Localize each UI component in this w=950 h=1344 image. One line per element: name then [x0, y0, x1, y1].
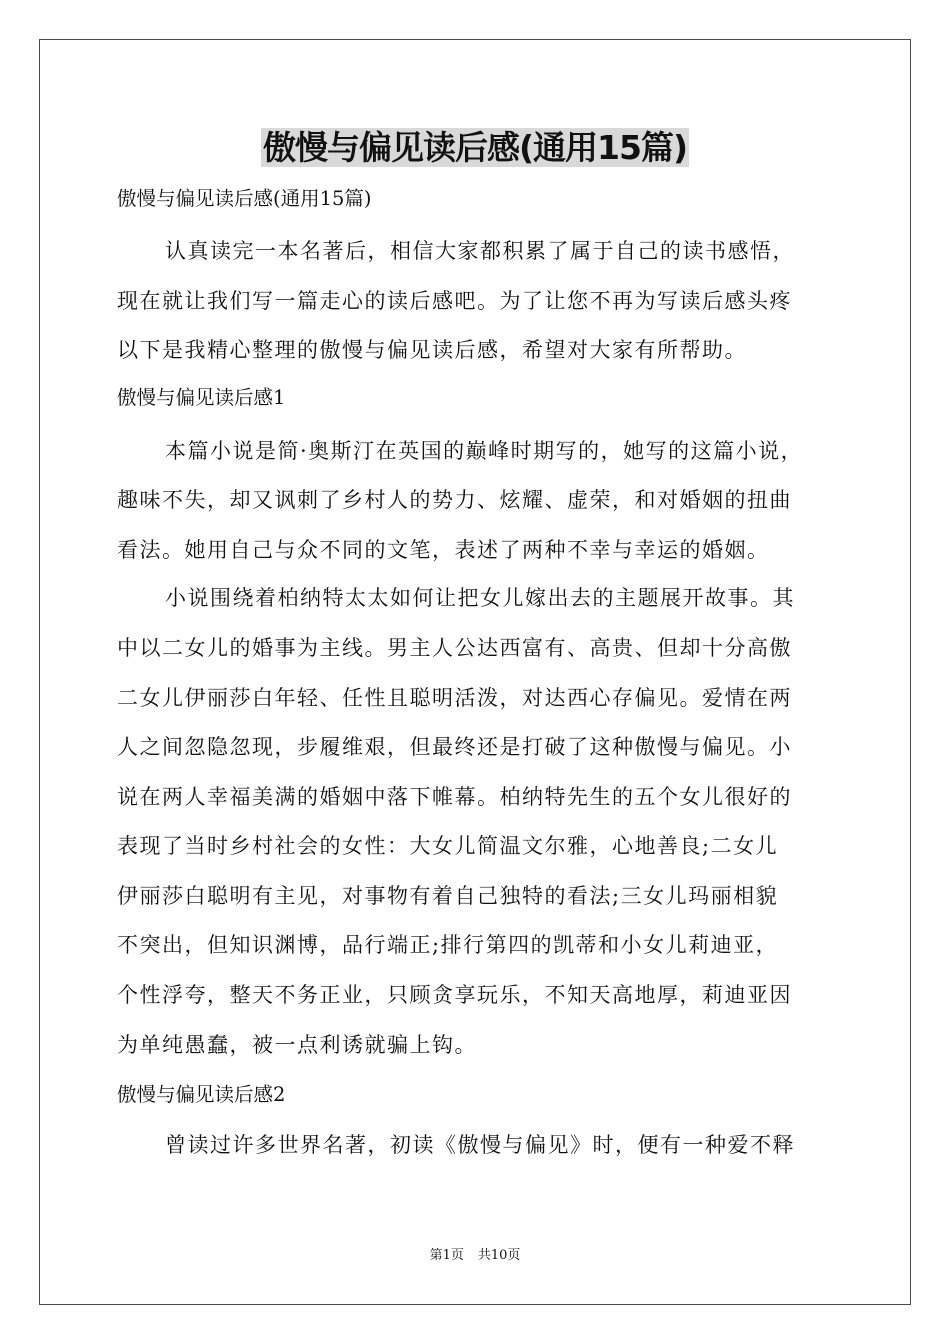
document-subtitle: 傲慢与偏见读后感(通用15篇): [117, 187, 372, 210]
page-total: 共10页: [477, 1248, 521, 1263]
section-heading-1: 傲慢与偏见读后感1: [117, 386, 286, 409]
section-heading-2: 傲慢与偏见读后感2: [117, 1083, 286, 1106]
paragraph-line: 说在两人幸福美满的婚姻中落下帷幕。柏纳特先生的五个女儿很好的: [117, 785, 792, 809]
paragraph-line: 曾读过许多世界名著，初读《傲慢与偏见》时，便有一种爱不释: [165, 1133, 795, 1157]
paragraph-line: 为单纯愚蠢，被一点利诱就骗上钩。: [117, 1033, 477, 1057]
document-title-text: 傲慢与偏见读后感(通用15篇): [262, 128, 688, 167]
intro-line: 认真读完一本名著后，相信大家都积累了属于自己的读书感悟，: [165, 239, 795, 263]
paragraph-line: 伊丽莎白聪明有主见，对事物有着自己独特的看法;三女儿玛丽相貌: [117, 884, 779, 908]
paragraph-line: 趣味不失，却又讽刺了乡村人的势力、炫耀、虚荣，和对婚姻的扭曲: [117, 488, 792, 512]
paragraph-line: 人之间忽隐忽现，步履维艰，但最终还是打破了这种傲慢与偏见。小: [117, 735, 792, 759]
intro-line: 现在就让我们写一篇走心的读后感吧。为了让您不再为写读后感头疼: [117, 289, 792, 313]
paragraph-line: 小说围绕着柏纳特太太如何让把女儿嫁出去的主题展开故事。其: [165, 586, 795, 610]
paragraph-line: 中以二女儿的婚事为主线。男主人公达西富有、高贵、但却十分高傲: [117, 636, 792, 660]
paragraph-line: 看法。她用自己与众不同的文笔，表述了两种不幸与幸运的婚姻。: [117, 538, 770, 562]
intro-line: 以下是我精心整理的傲慢与偏见读后感，希望对大家有所帮助。: [117, 338, 747, 362]
paragraph-line: 本篇小说是简·奥斯汀在英国的巅峰时期写的，她写的这篇小说，: [165, 439, 804, 463]
document-title: [0, 124, 950, 172]
paragraph-line: 不突出，但知识渊博，品行端正;排行第四的凯蒂和小女儿莉迪亚，: [117, 933, 779, 957]
paragraph-line: 二女儿伊丽莎白年轻、任性且聪明活泼，对达西心存偏见。爱情在两: [117, 686, 792, 710]
page-footer: [0, 1246, 950, 1266]
paragraph-line: 表现了当时乡村社会的女性：大女儿简温文尔雅，心地善良;二女儿: [117, 834, 779, 858]
paragraph-line: 个性浮夸，整天不务正业，只顾贪享玩乐，不知天高地厚，莉迪亚因: [117, 983, 792, 1007]
page-border: [39, 39, 911, 1305]
page-number: 第1页: [429, 1248, 464, 1263]
